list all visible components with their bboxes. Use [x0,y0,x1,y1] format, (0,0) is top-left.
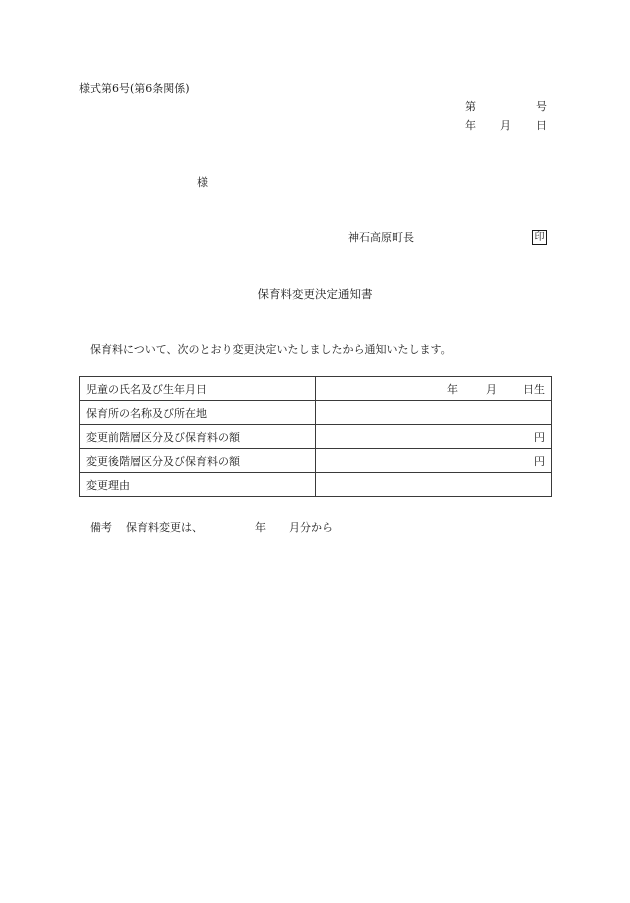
notice-details-table [79,376,552,497]
birth-month-label: 月 [486,382,497,396]
issuer-name: 神石高原町長 [348,231,414,244]
row-label-fee-after-change: 変更後階層区分及び保育料の額 [80,449,316,473]
date-day-label: 日 [536,119,547,132]
seal-stamp-icon: 印 [532,230,547,245]
remarks-year-label: 年 [255,521,266,534]
form-number: 様式第6号(第6条関係) [79,82,190,95]
remarks-text-start: 保育料変更は、 [126,521,203,534]
fee-after-change-field: 円 [316,449,552,473]
recipient-honorific: 様 [197,176,208,189]
row-label-nursery-name-address: 保育所の名称及び所在地 [80,401,316,425]
document-title: 保育料変更決定通知書 [257,287,373,301]
row-label-fee-before-change: 変更前階層区分及び保育料の額 [80,425,316,449]
remarks-label: 備考 [90,521,112,534]
row-label-change-reason: 変更理由 [80,473,316,497]
row-label-child-name-birthdate: 児童の氏名及び生年月日 [80,377,316,401]
table-row [80,473,552,497]
child-birthdate-field [316,377,552,401]
date-month-label: 月 [500,119,511,132]
fee-before-change-field: 円 [316,425,552,449]
birth-year-label: 年 [447,382,458,396]
document-number-suffix: 号 [536,100,547,113]
table-row [80,401,552,425]
change-reason-field [316,473,552,497]
date-year-label: 年 [465,119,476,132]
table-row [80,377,552,401]
table-row [80,425,552,449]
notice-body-text: 保育料について、次のとおり変更決定いたしましたから通知いたします。 [90,343,452,356]
table-row [80,449,552,473]
remarks-text-end: 月分から [289,521,333,534]
birth-day-label: 日生 [523,382,545,396]
nursery-name-address-field [316,401,552,425]
document-number-prefix: 第 [465,100,476,113]
